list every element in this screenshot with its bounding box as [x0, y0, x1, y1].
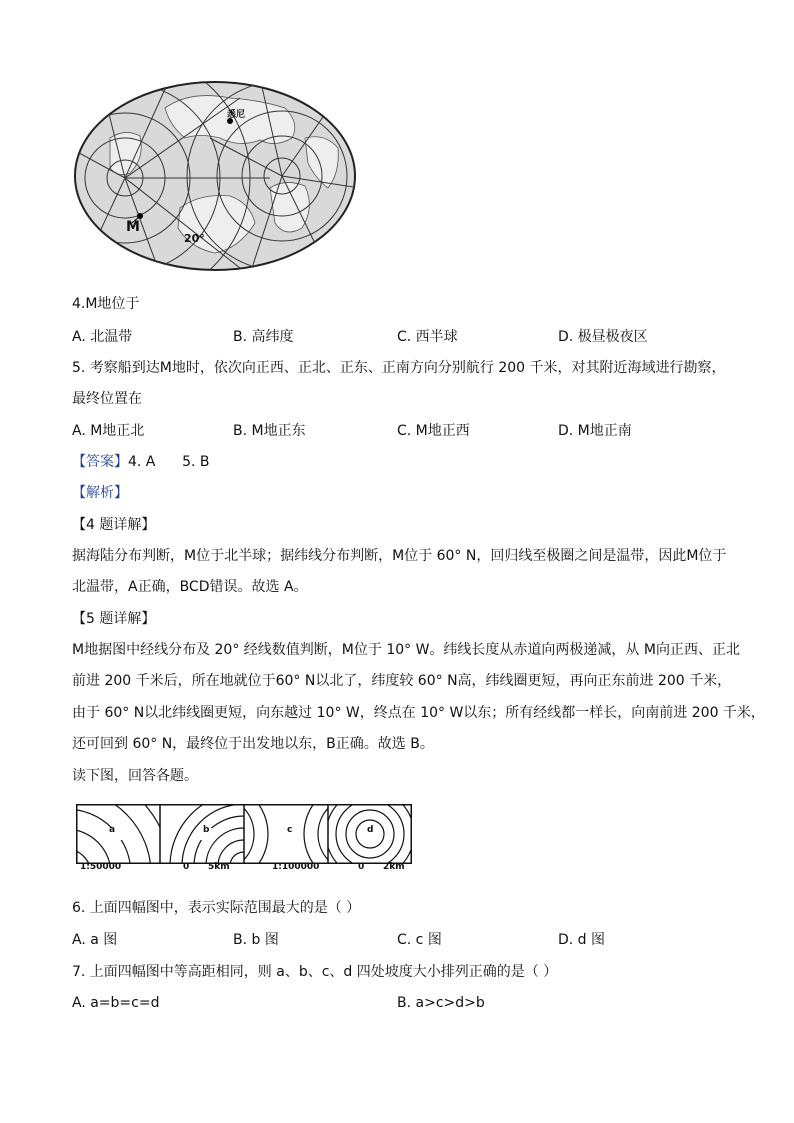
detail5-line2: 前进 200 千米后，所在地就位于60° N以北了，纬度较 60° N高，纬线圈更短，再向正东前进 200 千米， — [72, 673, 732, 689]
q5-option-c[interactable]: C. M地正西 — [397, 423, 470, 439]
q5-option-d[interactable]: D. M地正南 — [558, 423, 632, 439]
scale-d-length: 2km — [383, 862, 405, 872]
analysis-tag: 【解析】 — [72, 485, 128, 501]
q6-option-d[interactable]: D. d 图 — [558, 932, 606, 948]
panel-b-label: b — [203, 825, 210, 835]
detail5-line1: M地据图中经线分布及 20° 经线数值判断，M位于 10° W。纬线长度从赤道向两极递减，从 M向正西、正北 — [72, 642, 740, 658]
scale-a: 1:50000 — [80, 862, 122, 872]
detail4-line2: 北温带，A正确，BCD错误。故选 A。 — [72, 579, 308, 595]
q4-stem: 4.M地位于 — [72, 296, 140, 312]
panel-d-label: d — [367, 825, 374, 835]
q5-option-a[interactable]: A. M地正北 — [72, 423, 145, 439]
scale-b-zero: 0 — [183, 862, 190, 872]
answer-line — [72, 452, 210, 472]
q5-stem-line2: 最终位置在 — [72, 391, 142, 407]
contour-panels-figure — [76, 804, 412, 864]
world-map-figure — [70, 78, 360, 274]
panel-c-label: c — [287, 825, 293, 835]
answer-text: 4. A 5. B — [128, 454, 210, 470]
q7-option-b[interactable]: B. a>c>d>b — [397, 995, 485, 1011]
q6-option-b[interactable]: B. b 图 — [233, 932, 279, 948]
q4-option-c[interactable]: C. 西半球 — [397, 329, 458, 345]
detail5-line4: 还可回到 60° N，最终位于出发地以东，B正确。故选 B。 — [72, 736, 434, 752]
q6-option-a[interactable]: A. a 图 — [72, 932, 118, 948]
q4-option-a[interactable]: A. 北温带 — [72, 329, 133, 345]
q4-option-d[interactable]: D. 极昼极夜区 — [558, 329, 648, 345]
q6-stem: 6. 上面四幅图中，表示实际范围最大的是（ ） — [72, 900, 361, 916]
detail4-tag: 【4 题详解】 — [72, 517, 156, 533]
q6-option-c[interactable]: C. c 图 — [397, 932, 442, 948]
panel-a-label: a — [109, 825, 116, 835]
m-label: M — [126, 219, 140, 235]
q7-stem: 7. 上面四幅图中等高距相同，则 a、b、c、d 四处坡度大小排列正确的是（ ） — [72, 964, 558, 980]
q4-option-b[interactable]: B. 高纬度 — [233, 329, 294, 345]
answer-tag: 【答案】 — [72, 454, 128, 470]
panel-a-contours — [76, 804, 171, 864]
20-degree-label: 20° — [184, 232, 205, 245]
detail4-line1: 据海陆分布判断，M位于北半球；据纬线分布判断，M位于 60° N，回归线至极圈之间是温带，因此M位于 — [72, 548, 727, 564]
q5-option-b[interactable]: B. M地正东 — [233, 423, 306, 439]
q7-option-a[interactable]: A. a=b=c=d — [72, 995, 160, 1011]
scale-b-length: 5km — [208, 862, 230, 872]
sydney-label: 悉尼 — [227, 110, 246, 120]
scale-c: 1:100000 — [272, 862, 320, 872]
detail5-tag: 【5 题详解】 — [72, 611, 156, 627]
intro-text: 读下图，回答各题。 — [72, 768, 198, 784]
q5-stem-line1: 5. 考察船到达M地时，依次向正西、正北、正东、正南方向分别航行 200 千米，对其附近海域进行勘察， — [72, 360, 726, 376]
scale-d-zero: 0 — [358, 862, 365, 872]
detail5-line3: 由于 60° N以北纬线圈更短，向东越过 10° W，终点在 10° W以东；所有经线都一样长，向南前进 200 千米， — [72, 705, 765, 721]
